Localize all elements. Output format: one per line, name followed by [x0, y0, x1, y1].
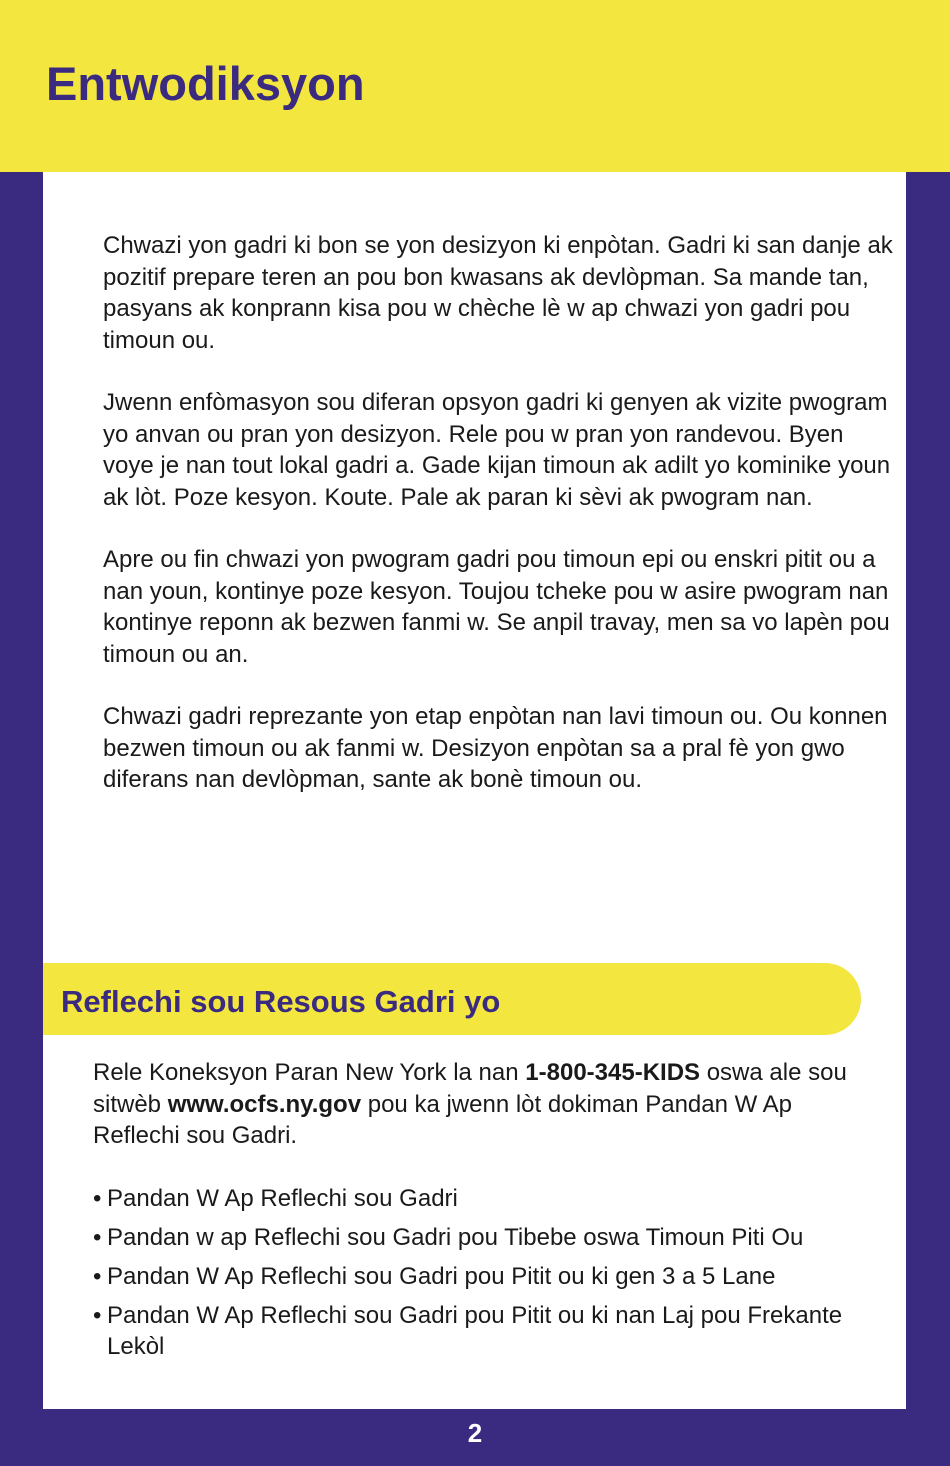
resources-text: Rele Koneksyon Paran New York la nan: [93, 1059, 526, 1086]
list-item-label: Pandan W Ap Reflechi sou Gadri pou Pitit ou ki gen 3 a 5 Lane: [107, 1262, 776, 1290]
intro-paragraph: Chwazi yon gadri ki bon se yon desizyon ki enpòtan. Gadri ki san danje ak pozitif prepare teren an pou bon kwasans ak devlòpman. Sa mande tan, pasyans ak konprann kisa pou w chèche lè w ap chwazi yon gadri pou timoun ou.: [103, 232, 893, 354]
page-title: Entwodiksyon: [46, 57, 365, 110]
resources-banner: [43, 963, 861, 1035]
resources-intro: [93, 1057, 873, 1152]
resources-text: oswa ale sou sitwèb: [93, 1059, 847, 1118]
intro-paragraph: Apre ou fin chwazi yon pwogram gadri pou timoun epi ou enskri pitit ou a nan youn, kontinye poze kesyon. Toujou tcheke pou w asire pwogram nan kontinye reponn ak bezwen fanmi w. Se anpil travay, men sa vo lapèn pou timoun ou an.: [103, 546, 890, 668]
list-item: [93, 1222, 873, 1254]
bullet-icon: •: [93, 1262, 102, 1290]
phone-number[interactable]: 1-800-345-KIDS: [525, 1059, 701, 1086]
resources-title: Reflechi sou Resous Gadri yo: [61, 984, 501, 1019]
list-item-label: Pandan w ap Reflechi sou Gadri pou Tibebe oswa Timoun Piti Ou: [107, 1223, 804, 1251]
intro-section: [103, 230, 893, 827]
list-item-label: Pandan W Ap Reflechi sou Gadri pou Pitit ou ki nan Laj pou Frekante Lekòl: [107, 1301, 843, 1360]
intro-paragraph: Jwenn enfòmasyon sou diferan opsyon gadri ki genyen ak vizite pwogram yo anvan ou pran yon desizyon. Rele pou w pran yon randevou. Byen voye je nan tout lokal gadri a. Gade kijan timoun ak adilt yo kominike youn ak lòt. Poze kesyon. Koute. Pale ak paran ki sèvi ak pwogram nan.: [103, 389, 891, 511]
list-item-label: Pandan W Ap Reflechi sou Gadri: [107, 1184, 458, 1212]
bullet-icon: •: [93, 1184, 102, 1212]
resource-list: [93, 1183, 873, 1363]
bullet-icon: •: [93, 1223, 102, 1251]
list-item: [93, 1261, 873, 1293]
resources-text: pou ka jwenn lòt dokiman Pandan W Ap Reflechi sou Gadri.: [93, 1090, 792, 1149]
resources-section: [93, 1057, 873, 1370]
intro-paragraph: Chwazi gadri reprezante yon etap enpòtan nan lavi timoun ou. Ou konnen bezwen timoun ou ak fanmi w. Desizyon enpòtan sa a pral fè yon gwo diferans nan devlòpman, sante ak bonè timoun ou.: [103, 703, 888, 793]
bullet-icon: •: [93, 1301, 102, 1329]
header-band: [0, 0, 950, 172]
list-item: [93, 1300, 873, 1363]
list-item: [93, 1183, 873, 1215]
website-link[interactable]: www.ocfs.ny.gov: [167, 1090, 362, 1118]
page-number: 2: [467, 1418, 483, 1448]
